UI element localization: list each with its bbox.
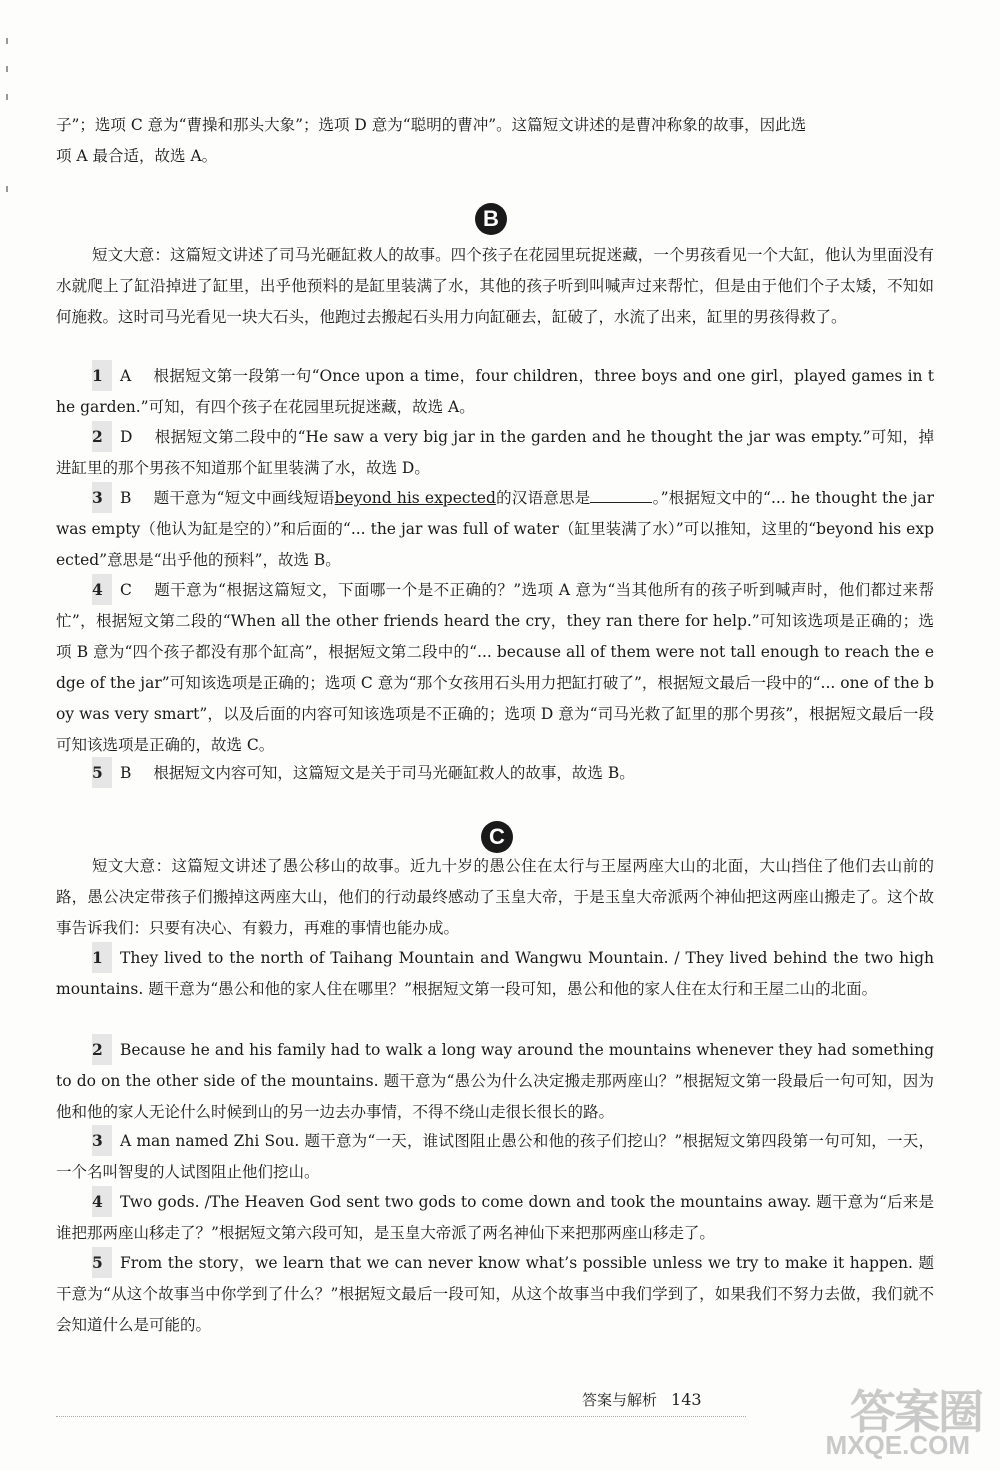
scan-mark bbox=[6, 186, 8, 192]
question-number: 2 bbox=[92, 421, 112, 452]
top-continuation: 子”；选项 C 意为“曹操和那头大象”；选项 D 意为“聪明的曹冲”。这篇短文讲述的是曹冲称象的故事，因此选 项 A 最合适，故选 A。 bbox=[56, 116, 807, 165]
section-c-q3 bbox=[56, 1125, 934, 1188]
explanation: 根据短文内容可知，这篇短文是关于司马光砸缸救人的故事，故选 B。 bbox=[153, 764, 635, 782]
explanation: Two gods. /The Heaven God sent two gods to come down and took the mountains away. 题干意为“后来是谁把那两座山移走了？”根据短文第六段可知，是玉皇大帝派了两名神仙下来把那两座山移走了。 bbox=[56, 1193, 934, 1242]
explanation-part: 的汉语意思是 bbox=[495, 489, 591, 507]
answer-letter: D bbox=[120, 428, 133, 446]
question-number: 3 bbox=[92, 1125, 112, 1156]
question-number: 4 bbox=[92, 574, 112, 605]
scan-mark bbox=[6, 66, 8, 72]
section-c-badge: C bbox=[481, 821, 513, 853]
explanation: 根据短文第二段中的“He saw a very big jar in the garden and he thought the jar was empty.”可知，掉进缸里的那个男孩不知道那个缸里装满了水，故选 D。 bbox=[56, 428, 934, 477]
section-c-summary: 短文大意：这篇短文讲述了愚公移山的故事。近九十岁的愚公住在太行与王屋两座大山的北面，大山挡住了他们去山前的路，愚公决定带孩子们搬掉这两座大山，他们的行动最终感动了玉皇大帝，于是玉皇大帝派两个神仙把这两座山搬走了。这个故事告诉我们：只要有决心、有毅力，再难的事情也能办成。 bbox=[56, 857, 934, 937]
section-b-summary: 短文大意：这篇短文讲述了司马光砸缸救人的故事。四个孩子在花园里玩捉迷藏，一个男孩看见一个大缸，他认为里面没有水就爬上了缸沿掉进了缸里，出乎他预料的是缸里装满了水，其他的孩子听到叫喊声过来帮忙，但是由于他们个子太矮，不知如何施救。这时司马光看见一块大石头，他跑过去搬起石头用力向缸砸去，缸破了，水流了出来，缸里的男孩得救了。 bbox=[56, 246, 934, 326]
section-b-q4 bbox=[56, 574, 934, 761]
question-number: 1 bbox=[92, 942, 112, 973]
footer-rule bbox=[56, 1416, 746, 1417]
answer-blank bbox=[590, 488, 652, 503]
explanation: 根据短文第一段第一句“Once upon a time，four children，three boys and one girl，played games in the garden.”可知，有四个孩子在花园里玩捉迷藏，故选 A。 bbox=[56, 367, 934, 416]
explanation: They lived to the north of Taihang Mountain and Wangwu Mountain. / They lived behind the two high mountains. 题干意为“愚公和他的家人住在哪里？”根据短文第一段可知，愚公和他的家人住在太行和王屋二山的北面。 bbox=[56, 949, 934, 998]
explanation-part: 题干意为“短文中画线短语 bbox=[153, 489, 335, 507]
watermark-url: MXQE.COM bbox=[825, 1430, 970, 1460]
explanation: Because he and his family had to walk a long way around the mountains whenever they had something to do on the other side of the mountains. 题干意为“愚公为什么决定搬走那两座山？”根据短文第一段最后一句可知，因为他和他的家人无论什么时候到山的另一边去办事情，不得不绕山走很长很长的路。 bbox=[56, 1041, 934, 1121]
question-number: 5 bbox=[92, 757, 112, 788]
section-c-q1 bbox=[56, 942, 934, 1005]
explanation: From the story，we learn that we can never know what’s possible unless we try to make it happen. 题干意为“从这个故事当中你学到了什么？”根据短文最后一段可知，从这个故事当中我们学到了，如果我们不努力去做，我们就不会知道什么是可能的。 bbox=[56, 1254, 934, 1334]
section-c-q2 bbox=[56, 1034, 934, 1128]
section-b-q1 bbox=[56, 360, 934, 423]
answer-letter: A bbox=[120, 367, 132, 385]
watermark-logo: 答案圈 bbox=[850, 1386, 982, 1438]
question-number: 1 bbox=[92, 360, 112, 391]
scan-mark bbox=[6, 38, 8, 44]
question-number: 3 bbox=[92, 482, 112, 513]
underlined-phrase: beyond his expected bbox=[334, 489, 496, 507]
section-c-q5 bbox=[56, 1247, 934, 1341]
answer-letter: B bbox=[120, 489, 132, 507]
answer-letter: B bbox=[120, 764, 132, 782]
question-number: 4 bbox=[92, 1186, 112, 1217]
section-b-q5 bbox=[56, 757, 934, 789]
explanation: A man named Zhi Sou. 题干意为“一天，谁试图阻止愚公和他的孩子们挖山？”根据短文第四段第一句可知，一天，一个名叫智叟的人试图阻止他们挖山。 bbox=[56, 1132, 934, 1181]
scan-mark bbox=[6, 94, 8, 100]
section-b-badge: B bbox=[475, 203, 507, 235]
footer-label: 答案与解析 bbox=[582, 1391, 658, 1409]
page-number: 143 bbox=[671, 1390, 702, 1409]
explanation-part: 。”根据短文中的“... he thought the jar was empty（他认为缸是空的）”和后面的“... the jar was full of water（缸里装满了水）”可以推知，这里的“beyond his expected”意思是“出乎他的预料”，故选 B。 bbox=[56, 489, 934, 569]
section-b-q2 bbox=[56, 421, 934, 484]
explanation: 题干意为“根据这篇短文，下面哪一个是不正确的？”选项 A 意为“当其他所有的孩子听到喊声时，他们都过来帮忙”，根据短文第二段的“When all the other friends heard the cry，they ran there for help.”可知该选项是正确的；选项 B 意为“四个孩子都没有那个缸高”，根据短文第二段中的“... because all of them were not tall enough to reach the edge of the jar”可知该选项是正确的；选项 C 意为“那个女孩用石头用力把缸打破了”，根据短文最后一段中的“... one of the boy was very smart”，以及后面的内容可知该选项是不正确的；选项 D 意为“司马光救了缸里的那个男孩”，根据短文最后一段可知该选项是正确的，故选 C。 bbox=[56, 581, 934, 754]
question-number: 2 bbox=[92, 1034, 112, 1065]
answer-letter: C bbox=[120, 581, 132, 599]
section-b-q3 bbox=[56, 482, 934, 576]
page-footer bbox=[582, 1389, 702, 1410]
section-c-q4 bbox=[56, 1186, 934, 1249]
question-number: 5 bbox=[92, 1247, 112, 1278]
